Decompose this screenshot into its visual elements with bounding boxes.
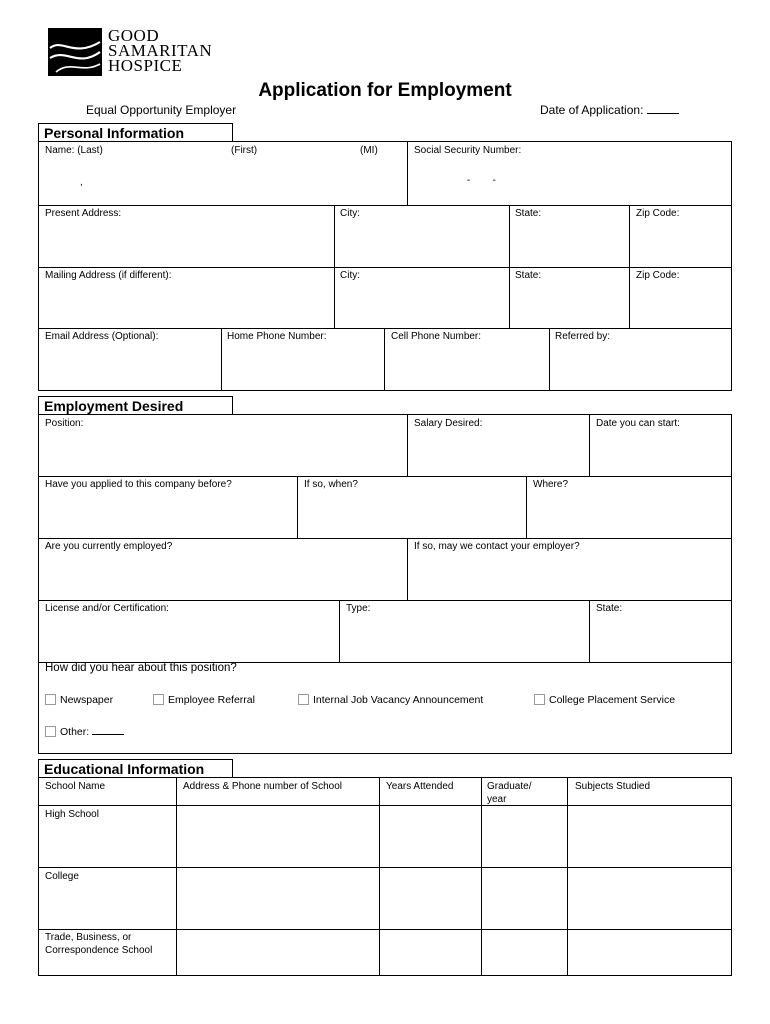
if-so-when-label: If so, when? xyxy=(304,479,358,490)
mailing-zip-label: Zip Code: xyxy=(636,270,680,281)
other-blank[interactable] xyxy=(92,724,124,735)
section-personal-heading: Personal Information xyxy=(38,123,233,142)
salary-label: Salary Desired: xyxy=(414,418,483,429)
name-comma: , xyxy=(80,177,83,188)
page-title: Application for Employment xyxy=(258,80,512,101)
ssn-label: Social Security Number: xyxy=(414,145,522,156)
email-label: Email Address (Optional): xyxy=(45,331,159,342)
logo-icon xyxy=(48,28,102,76)
option-other[interactable]: Other: xyxy=(45,724,124,738)
checkbox[interactable] xyxy=(298,694,309,705)
name-first-label: (First) xyxy=(231,145,258,156)
present-state-label: State: xyxy=(515,208,542,219)
col-graduate-year: Graduate/ year xyxy=(487,781,532,805)
checkbox[interactable] xyxy=(534,694,545,705)
checkbox[interactable] xyxy=(45,726,56,737)
applied-before-label: Have you applied to this company before? xyxy=(45,479,232,490)
option-newspaper[interactable]: Newspaper xyxy=(45,694,113,706)
date-of-application: Date of Application: xyxy=(540,103,679,117)
option-internal-vacancy[interactable]: Internal Job Vacancy Announcement xyxy=(298,694,483,706)
row-high-school: High School xyxy=(45,809,99,820)
hear-about-label: How did you hear about this position? xyxy=(45,662,237,674)
contact-employer-label: If so, may we contact your employer? xyxy=(414,541,580,552)
subtitle: Equal Opportunity Employer xyxy=(86,103,237,117)
present-zip-label: Zip Code: xyxy=(636,208,680,219)
date-blank[interactable] xyxy=(647,103,679,114)
currently-employed-label: Are you currently employed? xyxy=(45,541,173,552)
checkbox[interactable] xyxy=(153,694,164,705)
section-education-heading: Educational Information xyxy=(38,759,233,778)
referred-by-label: Referred by: xyxy=(555,331,611,342)
present-address-label: Present Address: xyxy=(45,208,122,219)
row-college: College xyxy=(45,871,79,882)
present-city-label: City: xyxy=(340,208,360,219)
ssn-dashes: - - xyxy=(467,175,496,186)
cell-phone-label: Cell Phone Number: xyxy=(391,331,482,342)
mailing-address-label: Mailing Address (if different): xyxy=(45,270,172,281)
personal-grid xyxy=(38,141,732,391)
col-subjects-studied: Subjects Studied xyxy=(575,781,651,792)
col-school-name: School Name xyxy=(45,781,106,792)
name-mi-label: (MI) xyxy=(360,145,378,156)
position-label: Position: xyxy=(45,418,84,429)
license-label: License and/or Certification: xyxy=(45,603,169,614)
start-date-label: Date you can start: xyxy=(596,418,680,429)
where-label: Where? xyxy=(533,479,569,490)
option-employee-referral[interactable]: Employee Referral xyxy=(153,694,255,706)
checkbox[interactable] xyxy=(45,694,56,705)
col-years-attended: Years Attended xyxy=(386,781,454,792)
mailing-city-label: City: xyxy=(340,270,360,281)
name-last-label: Name: (Last) xyxy=(45,145,103,156)
home-phone-label: Home Phone Number: xyxy=(227,331,327,342)
option-college-placement[interactable]: College Placement Service xyxy=(534,694,675,706)
section-employment-heading: Employment Desired xyxy=(38,396,233,415)
col-address-phone: Address & Phone number of School xyxy=(183,781,342,792)
mailing-state-label: State: xyxy=(515,270,542,281)
type-label: Type: xyxy=(346,603,371,614)
row-trade-school: Trade, Business, or Correspondence School xyxy=(45,932,153,956)
license-state-label: State: xyxy=(596,603,623,614)
logo-text: GOOD SAMARITAN HOSPICE xyxy=(108,26,213,75)
